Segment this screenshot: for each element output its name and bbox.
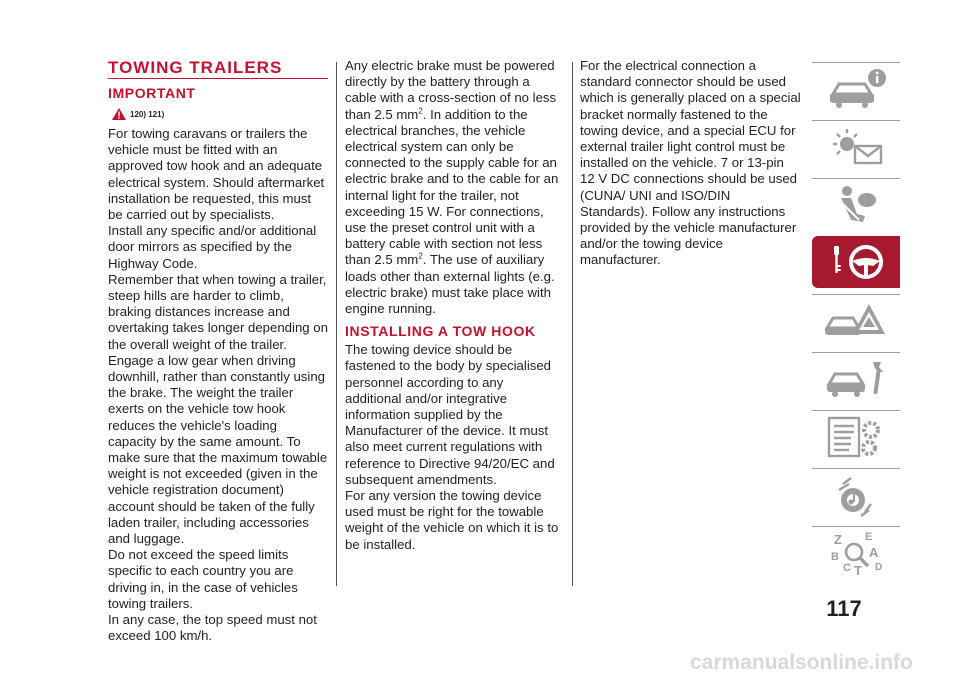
paragraph: Remember that when towing a trailer, steep hills are harder to climb, braking distances increase and overtaking takes longer depending on the overall weight of the trailer. Engage a low gear when driving downhill, rather than constantly using the brake. The weight the trailer exerts on the vehicle tow hook reduces the vehicle's loading capacity by the same amount. To make sure that the maximum towable weight is not exceeded (given in the vehicle registration document) account should be taken of the fully laden trailer, including accessories and luggage. bbox=[108, 271, 328, 547]
index-letter: B bbox=[831, 550, 839, 563]
chapter-sidebar bbox=[812, 62, 900, 584]
chapter-tab-multimedia[interactable] bbox=[812, 468, 900, 520]
chapter-tab-servicing-and-maintenance[interactable] bbox=[812, 352, 900, 404]
car-maintenance-wrench-icon bbox=[821, 356, 891, 402]
chapter-tab-in-an-emergency[interactable] bbox=[812, 294, 900, 346]
chapter-tab-knowing-your-car[interactable] bbox=[812, 62, 900, 114]
page-number: 117 bbox=[826, 596, 862, 621]
chapter-tab-warning-lights[interactable] bbox=[812, 120, 900, 172]
warning-triangle-icon bbox=[112, 108, 126, 120]
title-underline bbox=[108, 78, 328, 79]
technical-data-gears-icon bbox=[821, 414, 891, 460]
column-1 bbox=[108, 58, 328, 645]
column-divider bbox=[572, 62, 573, 586]
airbag-safety-icon bbox=[821, 182, 891, 228]
column-3 bbox=[580, 58, 802, 269]
paragraph: For any version the towing device used must be right for the towable weight of the vehicle on which it is to be installed. bbox=[345, 488, 559, 552]
subtitle-important: IMPORTANT bbox=[108, 85, 196, 101]
paragraph: In any case, the top speed must not exceed 100 km/h. bbox=[108, 612, 317, 644]
column-divider bbox=[336, 62, 337, 586]
index-letter: E bbox=[865, 530, 873, 543]
section-title-towing-trailers: TOWING TRAILERS bbox=[108, 58, 283, 77]
car-info-icon bbox=[821, 66, 891, 112]
index-letter: C bbox=[843, 561, 851, 574]
paragraph-electric-brake: Any electric brake must be powered directly by the battery through a cable with a cross-section of no less than 2.5 $mm^2$. In addition to the electrical branches, the vehicle electrical system can only be connected to the supply cable for an electric brake and to the cable for an internal light for the trailer, not exceeding 15 W. For connections, use the preset control unit with a battery cable with section not less than 2.5 $mm^2$. The use of auxiliary loads other than external lights (e.g. electric brake) must take place with engine running. bbox=[345, 58, 559, 317]
warning-refs: 120) 121) bbox=[130, 110, 165, 119]
chapter-tab-technical-specifications[interactable] bbox=[812, 410, 900, 462]
multimedia-music-icon bbox=[821, 472, 891, 518]
chapter-tab-safety[interactable] bbox=[812, 178, 900, 230]
paragraph: For the electrical connection a standard connector should be used which is generally placed on a special bracket normally fastened to the towing device, and a special ECU for external trailer light control must be installed on the vehicle. 7 or 13-pin 12 V DC connections should be used (CUNA/ UNI and ISO/DIN Standards). Follow any instructions provided by the vehicle manufacturer and/or the towing device manufacturer. bbox=[580, 58, 801, 268]
chapter-tab-index[interactable] bbox=[812, 526, 900, 578]
paragraph: The towing device should be fastened to the body by specialised personnel according to any additional and/or integrative information supplied by the Manufacturer of the device. It must also meet current regulations with reference to Directive 94/20/EC and subsequent amendments. bbox=[345, 342, 555, 487]
column-2 bbox=[345, 58, 563, 553]
index-letter: D bbox=[875, 561, 883, 573]
paragraph: Install any specific and/or additional door mirrors as specified by the Highway Code. bbox=[108, 223, 317, 271]
footer-watermark: carmanualsonline.info bbox=[690, 651, 913, 674]
index-letter: A bbox=[869, 544, 879, 560]
index-letter: T bbox=[854, 562, 862, 576]
index-letter: Z bbox=[834, 531, 842, 547]
warning-reference-row bbox=[112, 104, 328, 120]
emergency-warning-triangle-icon bbox=[821, 298, 891, 344]
chapter-tab-starting-and-driving[interactable] bbox=[812, 236, 900, 288]
steering-wheel-key-icon bbox=[821, 240, 891, 286]
paragraph: Do not exceed the speed limits specific to each country you are driving in, in the case of vehicles towing trailers. bbox=[108, 547, 298, 611]
warning-lights-messages-icon bbox=[821, 124, 891, 170]
paragraph: For towing caravans or trailers the vehicle must be fitted with an approved tow hook and an adequate electrical system. Should aftermarket installation be requested, this must be carried out by specialists. bbox=[108, 126, 325, 223]
alphabetical-index-icon bbox=[821, 530, 891, 576]
section-title-installing-tow-hook: INSTALLING A TOW HOOK bbox=[345, 323, 536, 340]
